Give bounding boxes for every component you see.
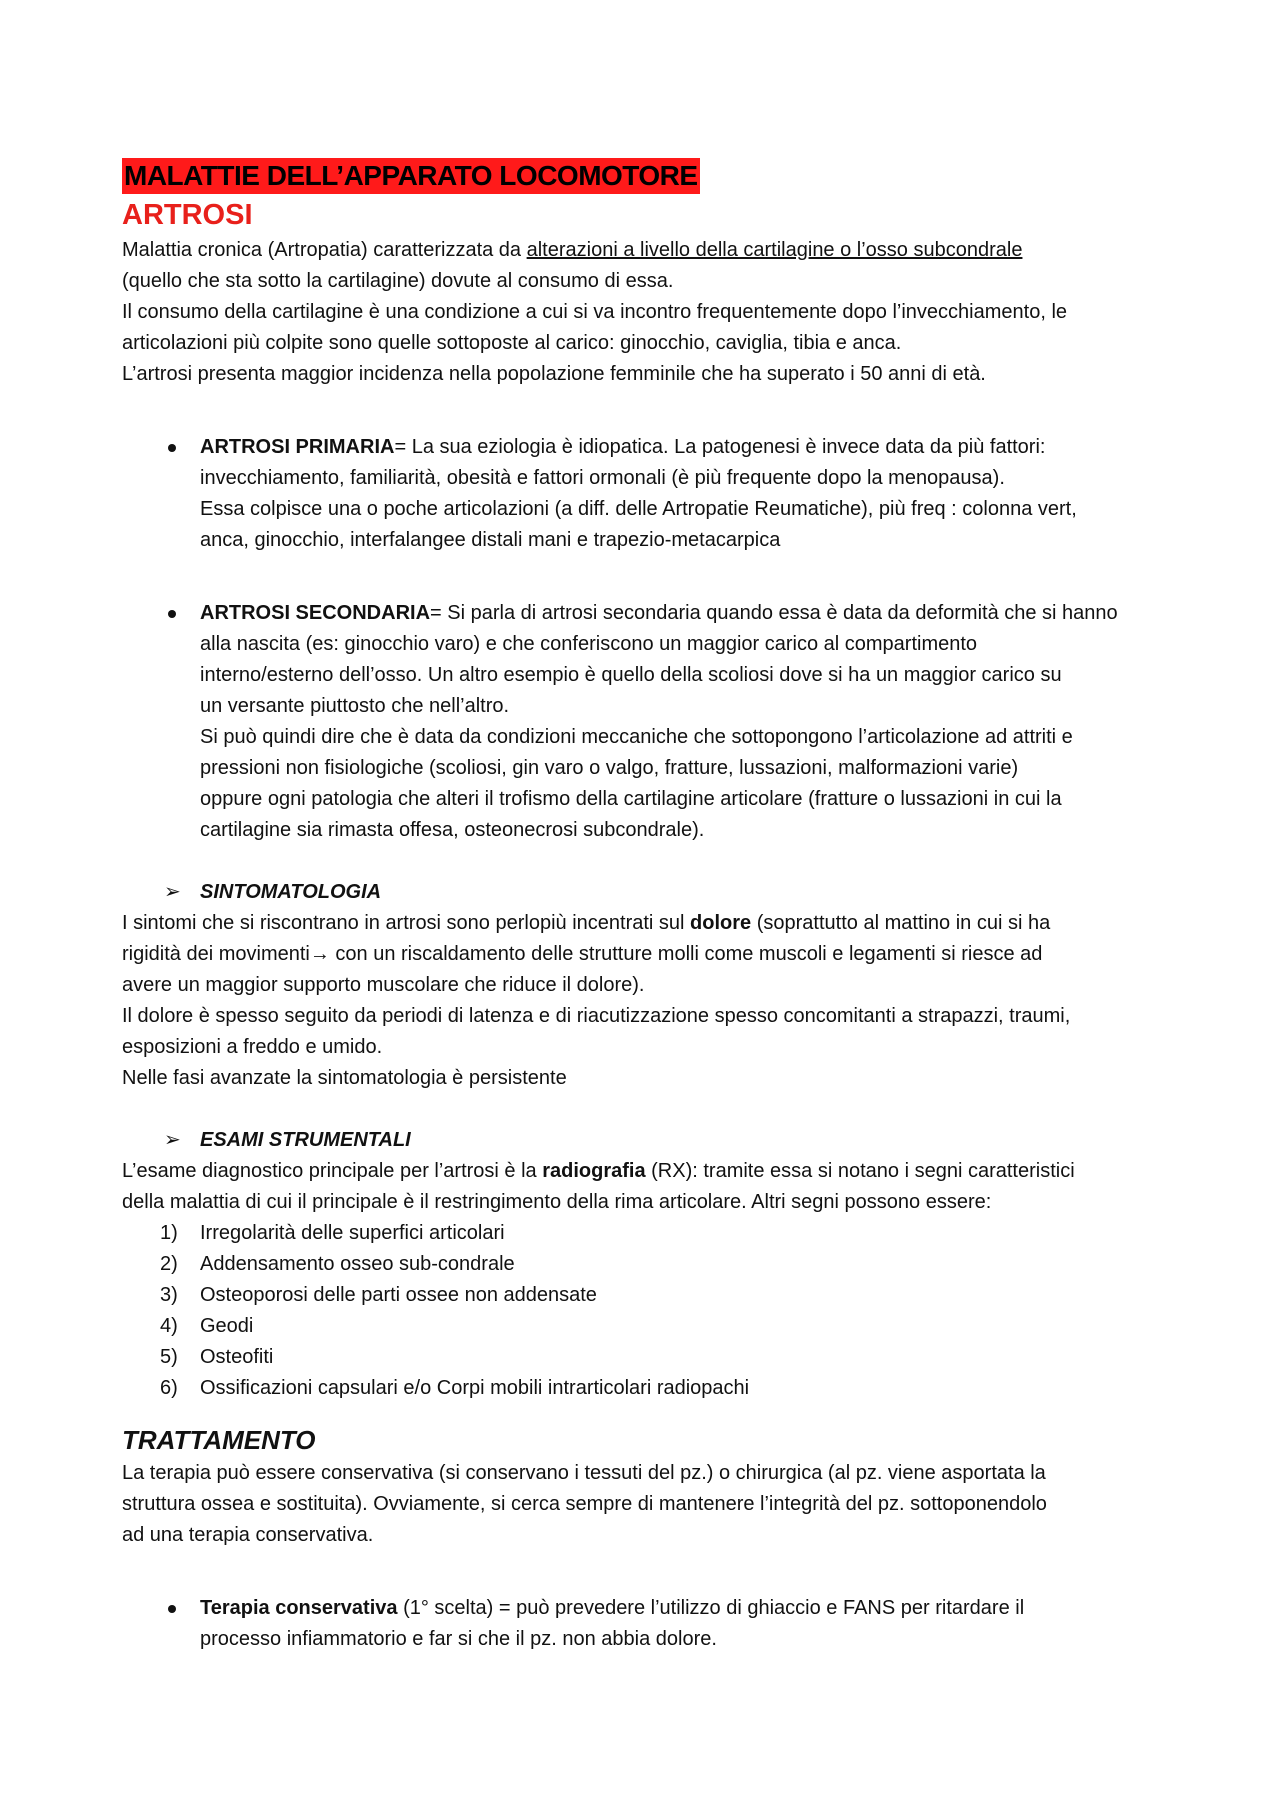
underlined-text: alterazioni a livello della cartilagine o l’osso subcondrale bbox=[526, 239, 1023, 261]
sintomatologia-line: Il dolore è spesso seguito da periodi di latenza e di riacutizzazione spesso concomitanti a strapazzi, traumi, bbox=[122, 1005, 1071, 1027]
primaria-line: anca, ginocchio, interfalangee distali mani e trapezio-metacarpica bbox=[200, 529, 781, 551]
types-list bbox=[122, 432, 1172, 846]
bullet-icon bbox=[168, 1605, 176, 1613]
sintomatologia-line: Nelle fasi avanzate la sintomatologia è persistente bbox=[122, 1067, 567, 1089]
heading-text: ESAMI STRUMENTALI bbox=[200, 1129, 411, 1151]
secondaria-text: = Si parla di artrosi secondaria quando essa è data da deformità che si hanno bbox=[430, 602, 1118, 624]
item-number: 4) bbox=[160, 1315, 178, 1337]
terapia-line: processo infiammatorio e far si che il pz. non abbia dolore. bbox=[200, 1628, 717, 1650]
therapy-list bbox=[122, 1593, 1172, 1655]
secondaria-line: Si può quindi dire che è data da condizioni meccaniche che sottopongono l’articolazione ad attriti e bbox=[200, 726, 1073, 748]
arrow-bullet-icon: ➢ bbox=[164, 1129, 181, 1151]
radiografia-bold: radiografia bbox=[542, 1160, 646, 1182]
text: (soprattutto al mattino in cui si ha bbox=[751, 912, 1051, 934]
secondaria-line: oppure ogni patologia che alteri il trofismo della cartilagine articolare (fratture o lussazioni in cui la bbox=[200, 788, 1062, 810]
terapia-conservativa-label: Terapia conservativa bbox=[200, 1597, 398, 1619]
item-number: 3) bbox=[160, 1284, 178, 1306]
intro-text: Malattia cronica (Artropatia) caratterizzata da bbox=[122, 239, 527, 261]
list-item bbox=[122, 1218, 1172, 1249]
secondaria-line: cartilagine sia rimasta offesa, osteonecrosi subcondrale). bbox=[200, 819, 705, 841]
text: L’esame diagnostico principale per l’artrosi è la bbox=[122, 1160, 543, 1182]
esami-line: della malattia di cui il principale è il restringimento della rima articolare. Altri segni possono essere: bbox=[122, 1191, 992, 1213]
item-text: Ossificazioni capsulari e/o Corpi mobili intrarticolari radiopachi bbox=[200, 1377, 750, 1399]
section-title-artrosi: ARTROSI bbox=[122, 199, 253, 231]
text: (RX): tramite essa si notano i segni caratteristici bbox=[645, 1160, 1075, 1182]
arrow-bullet-icon: ➢ bbox=[164, 881, 181, 903]
item-number: 2) bbox=[160, 1253, 178, 1275]
trattamento-paragraph bbox=[122, 1458, 1172, 1551]
heading-text: SINTOMATOLOGIA bbox=[200, 881, 382, 903]
intro-line: Il consumo della cartilagine è una condizione a cui si va incontro frequentemente dopo l’invecchiamento, le bbox=[122, 301, 1068, 323]
intro-paragraph bbox=[122, 235, 1172, 390]
item-text: Irregolarità delle superfici articolari bbox=[200, 1222, 505, 1244]
secondaria-line: interno/esterno dell’osso. Un altro esempio è quello della scoliosi dove si ha un maggior carico su bbox=[200, 664, 1062, 686]
trattamento-heading: TRATTAMENTO bbox=[122, 1425, 316, 1455]
bullet-icon bbox=[168, 444, 176, 452]
document-page bbox=[122, 154, 1172, 1655]
esami-heading bbox=[122, 1125, 1172, 1156]
secondaria-line: un versante piuttosto che nell’altro. bbox=[200, 695, 510, 717]
list-item-secondaria bbox=[122, 598, 1172, 846]
trattamento-line: ad una terapia conservativa. bbox=[122, 1524, 374, 1546]
item-text: Osteoporosi delle parti ossee non addensate bbox=[200, 1284, 597, 1306]
list-item bbox=[122, 1342, 1172, 1373]
secondaria-label: ARTROSI SECONDARIA bbox=[200, 602, 431, 624]
list-item bbox=[122, 1373, 1172, 1404]
intro-line: (quello che sta sotto la cartilagine) dovute al consumo di essa. bbox=[122, 270, 674, 292]
list-item bbox=[122, 1280, 1172, 1311]
primaria-text: = La sua eziologia è idiopatica. La patogenesi è invece data da più fattori: bbox=[394, 436, 1046, 458]
item-text: Osteofiti bbox=[200, 1346, 274, 1368]
sintomatologia-heading bbox=[122, 877, 1172, 908]
item-number: 1) bbox=[160, 1222, 178, 1244]
item-text: Geodi bbox=[200, 1315, 254, 1337]
primaria-line: invecchiamento, familiarità, obesità e fattori ormonali (è più frequente dopo la menopausa). bbox=[200, 467, 1005, 489]
sintomatologia-line: rigidità dei movimenti→ con un riscaldamento delle strutture molli come muscoli e legamenti si riesce ad bbox=[122, 943, 1043, 965]
item-number: 6) bbox=[160, 1377, 178, 1399]
dolore-bold: dolore bbox=[690, 912, 752, 934]
item-text: Addensamento osseo sub-condrale bbox=[200, 1253, 515, 1275]
item-number: 5) bbox=[160, 1346, 178, 1368]
primaria-label: ARTROSI PRIMARIA bbox=[200, 436, 395, 458]
trattamento-line: struttura ossea e sostituita). Ovviamente, si cerca sempre di mantenere l’integrità del pz. sottoponendolo bbox=[122, 1493, 1047, 1515]
secondaria-line: pressioni non fisiologiche (scoliosi, gin varo o valgo, fratture, lussazioni, malformazioni varie) bbox=[200, 757, 1019, 779]
text: I sintomi che si riscontrano in artrosi sono perlopiù incentrati sul bbox=[122, 912, 691, 934]
bullet-icon bbox=[168, 610, 176, 618]
document-title: MALATTIE DELL’APPARATO LOCOMOTORE bbox=[122, 158, 700, 194]
list-item bbox=[122, 1311, 1172, 1342]
intro-line: L’artrosi presenta maggior incidenza nella popolazione femminile che ha superato i 50 anni di età. bbox=[122, 363, 986, 385]
list-item bbox=[122, 1249, 1172, 1280]
trattamento-line: La terapia può essere conservativa (si conservano i tessuti del pz.) o chirurgica (al pz. viene asportata la bbox=[122, 1462, 1046, 1484]
text: (1° scelta) = può prevedere l’utilizzo di ghiaccio e FANS per ritardare il bbox=[397, 1597, 1025, 1619]
list-item-primaria bbox=[122, 432, 1172, 556]
signs-list bbox=[122, 1218, 1172, 1404]
secondaria-line: alla nascita (es: ginocchio varo) e che conferiscono un maggior carico al compartimento bbox=[200, 633, 978, 655]
intro-line: articolazioni più colpite sono quelle sottoposte al carico: ginocchio, caviglia, tibia e anca. bbox=[122, 332, 902, 354]
sintomatologia-line: avere un maggior supporto muscolare che riduce il dolore). bbox=[122, 974, 645, 996]
primaria-line: Essa colpisce una o poche articolazioni (a diff. delle Artropatie Reumatiche), più freq : colonna vert, bbox=[200, 498, 1077, 520]
esami-paragraph bbox=[122, 1156, 1172, 1218]
list-item-terapia-conservativa bbox=[122, 1593, 1172, 1655]
sintomatologia-line: esposizioni a freddo e umido. bbox=[122, 1036, 383, 1058]
sintomatologia-paragraph bbox=[122, 908, 1172, 1094]
